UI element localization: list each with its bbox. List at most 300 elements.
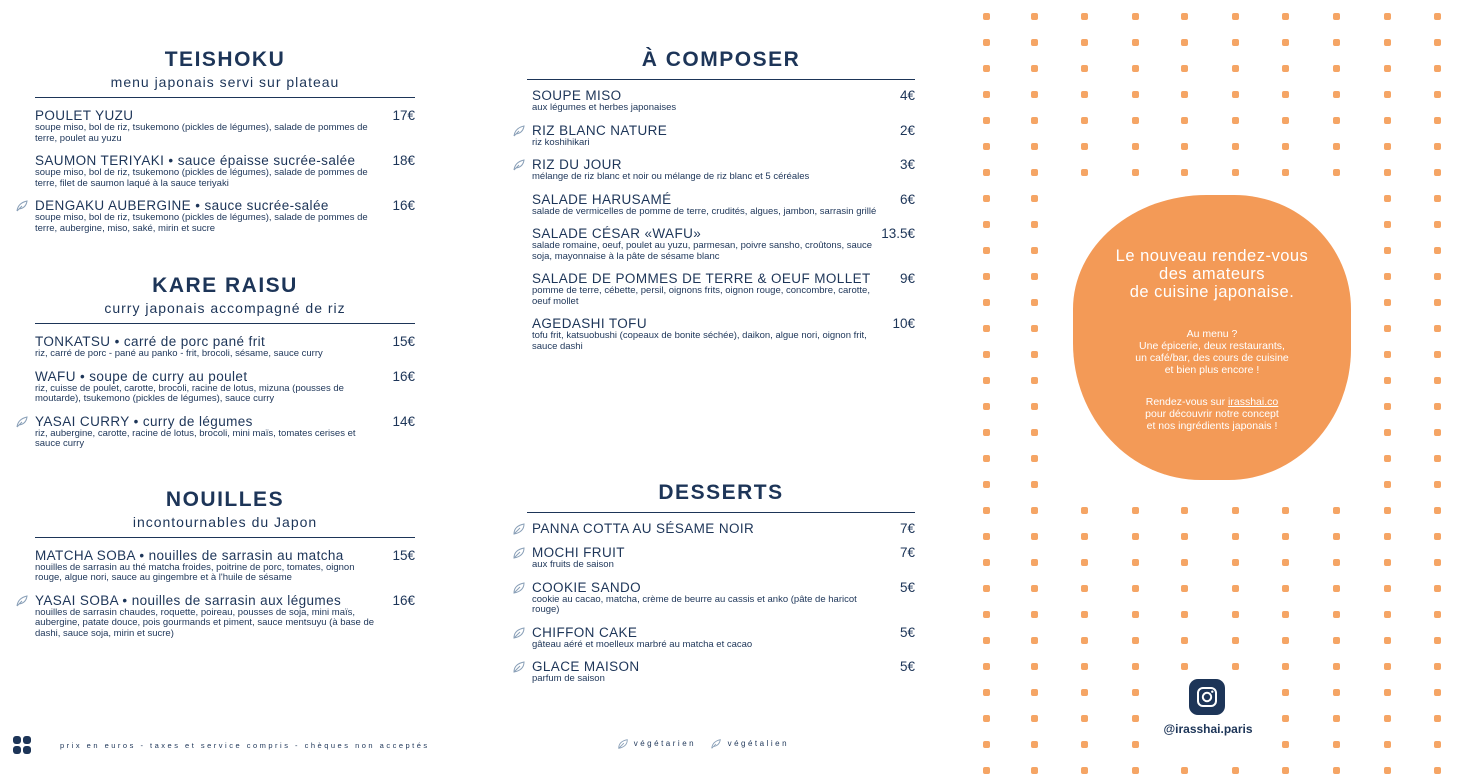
section-title: NOUILLES <box>165 487 285 511</box>
pattern-dot <box>1282 741 1289 748</box>
pattern-dot <box>1031 13 1038 20</box>
price-note: prix en euros - taxes et service compris - chèques non acceptés <box>60 741 430 750</box>
pattern-dot <box>983 715 990 722</box>
pattern-dot <box>1081 585 1088 592</box>
pattern-dot <box>1282 507 1289 514</box>
item-name: RIZ BLANC NATURE <box>532 122 668 138</box>
pattern-dot <box>1384 247 1391 254</box>
headline-line: de cuisine japonaise. <box>1129 283 1295 301</box>
pattern-dot <box>1384 65 1391 72</box>
pattern-dot <box>1232 65 1239 72</box>
pattern-dot <box>1181 13 1188 20</box>
pattern-dot <box>1232 91 1239 98</box>
pattern-dot <box>1434 637 1441 644</box>
item-desc: gâteau aéré et moelleux marbré au matcha et cacao <box>532 638 753 650</box>
pattern-dot <box>1031 533 1038 540</box>
desserts-list <box>527 521 915 685</box>
composer-list <box>527 88 915 352</box>
vegan-leaf-icon <box>512 158 526 172</box>
pattern-dot <box>1132 91 1139 98</box>
pattern-dot <box>1434 429 1441 436</box>
pattern-dot <box>1081 715 1088 722</box>
pattern-dot <box>1132 143 1139 150</box>
pattern-dot <box>1181 507 1188 514</box>
pattern-dot <box>1384 767 1391 774</box>
pattern-dot <box>1181 91 1188 98</box>
pattern-dot <box>1434 195 1441 202</box>
pattern-dot <box>1434 559 1441 566</box>
item-desc: mélange de riz blanc et noir ou mélange de riz blanc et 5 céréales <box>532 171 810 182</box>
pattern-dot <box>1384 611 1391 618</box>
pattern-dot <box>1384 403 1391 410</box>
pattern-dot <box>1232 663 1239 670</box>
menu-item <box>35 593 415 640</box>
pattern-dot <box>1434 715 1441 722</box>
desserts-section <box>527 481 915 694</box>
section-title: TEISHOKU <box>164 48 286 71</box>
pattern-dot <box>1031 91 1038 98</box>
body-line: et bien plus encore ! <box>1164 364 1260 376</box>
pattern-dot <box>1282 13 1289 20</box>
pattern-dot <box>1132 663 1139 670</box>
item-name: SALADE DE POMMES DE TERRE & OEUF MOLLET <box>532 271 871 286</box>
menu-item <box>532 521 915 536</box>
pattern-dot <box>1232 169 1239 176</box>
pattern-dot <box>1031 195 1038 202</box>
pattern-dot <box>1081 767 1088 774</box>
divider <box>527 512 915 513</box>
pattern-dot <box>1333 611 1340 618</box>
pattern-dot <box>1434 13 1441 20</box>
menu-item <box>532 271 915 307</box>
pattern-dot <box>983 507 990 514</box>
item-name: SOUPE MISO <box>532 88 622 103</box>
promo-cta <box>1080 396 1344 432</box>
item-price: 9€ <box>899 271 915 286</box>
item-name: TONKATSU • carré de porc pané frit <box>35 334 266 349</box>
pattern-dot <box>1282 65 1289 72</box>
pattern-dot <box>983 741 990 748</box>
pattern-dot <box>1132 65 1139 72</box>
item-price: 5€ <box>899 579 915 595</box>
pattern-dot <box>1384 663 1391 670</box>
pattern-dot <box>1434 247 1441 254</box>
pattern-dot <box>1333 507 1340 514</box>
item-desc: aux fruits de saison <box>532 559 614 570</box>
pattern-dot <box>1031 351 1038 358</box>
body-line: et nos ingrédients japonais ! <box>1146 420 1278 432</box>
headline-line: des amateurs <box>1159 265 1265 283</box>
item-price: 5€ <box>899 624 915 640</box>
pattern-dot <box>1333 65 1340 72</box>
pattern-dot <box>1434 325 1441 332</box>
pattern-dot <box>1031 455 1038 462</box>
pattern-dot <box>1031 559 1038 566</box>
pattern-dot <box>983 637 990 644</box>
pattern-dot <box>1282 117 1289 124</box>
pattern-dot <box>1081 689 1088 696</box>
pattern-dot <box>1434 455 1441 462</box>
body-line: pour découvrir notre concept <box>1145 408 1279 420</box>
pattern-dot <box>1031 377 1038 384</box>
pattern-dot <box>1434 273 1441 280</box>
pattern-dot <box>1132 507 1139 514</box>
item-desc: nouilles de sarrasin chaudes, roquette, poireau, pousses de soja, mini maïs, aubergine, patate douce, pois gourmands et piment, sauce mentsuyu (à base de dashi, sauce soja, mirin et sucre) <box>35 606 375 639</box>
vegetarian-leaf-icon <box>512 660 526 674</box>
item-name: WAFU • soupe de curry au poulet <box>35 368 248 384</box>
diet-legend <box>617 738 789 750</box>
vegan-label: végétalien <box>727 739 790 749</box>
pattern-dot <box>1434 377 1441 384</box>
pattern-dot <box>1384 585 1391 592</box>
pattern-dot <box>1434 663 1441 670</box>
pattern-dot <box>1434 507 1441 514</box>
pattern-dot <box>983 455 990 462</box>
pattern-dot <box>983 689 990 696</box>
pattern-dot <box>1132 13 1139 20</box>
item-price: 16€ <box>392 368 415 384</box>
pattern-dot <box>1031 325 1038 332</box>
nouilles-section <box>35 488 415 640</box>
item-name: PANNA COTTA AU SÉSAME NOIR <box>532 521 755 536</box>
pattern-dot <box>1181 117 1188 124</box>
pattern-dot <box>1031 481 1038 488</box>
item-name: YASAI CURRY • curry de légumes <box>35 413 253 429</box>
pattern-dot <box>983 39 990 46</box>
item-desc: soupe miso, bol de riz, tsukemono (pickles de légumes), salade de pommes de terre, aubergine, miso, saké, mirin et sucre <box>35 212 368 234</box>
pattern-dot <box>1081 117 1088 124</box>
pattern-dot <box>1333 533 1340 540</box>
menu-item <box>532 123 915 149</box>
pattern-dot <box>1081 39 1088 46</box>
pattern-dot <box>1181 767 1188 774</box>
pattern-dot <box>983 767 990 774</box>
pattern-dot <box>1031 247 1038 254</box>
menu-item <box>532 226 915 262</box>
pattern-dot <box>1282 689 1289 696</box>
item-name: COOKIE SANDO <box>532 579 642 595</box>
pattern-dot <box>1132 767 1139 774</box>
pattern-dot <box>1282 585 1289 592</box>
pattern-dot <box>983 325 990 332</box>
pattern-dot <box>983 273 990 280</box>
pattern-dot <box>983 351 990 358</box>
pattern-dot <box>1333 585 1340 592</box>
pattern-dot <box>1031 169 1038 176</box>
item-name: SALADE CÉSAR «WAFU» <box>532 226 702 241</box>
pattern-dot <box>1031 273 1038 280</box>
item-desc: tofu frit, katsuobushi (copeaux de bonite séchée), daikon, algue nori, oignon frit, sauce dashi <box>532 330 867 352</box>
vegetarian-leaf-icon <box>512 581 526 595</box>
pattern-dot <box>1384 221 1391 228</box>
pattern-dot <box>1181 533 1188 540</box>
pattern-dot <box>1232 611 1239 618</box>
item-name: DENGAKU AUBERGINE • sauce sucrée-salée <box>35 198 329 213</box>
pattern-dot <box>1282 91 1289 98</box>
body-line: un café/bar, des cours de cuisine <box>1135 352 1289 364</box>
body-line: Une épicerie, deux restaurants, <box>1139 340 1285 352</box>
pattern-dot <box>1384 377 1391 384</box>
item-desc: parfum de saison <box>532 673 605 684</box>
instagram-handle[interactable]: @irasshai.paris <box>1163 722 1253 736</box>
pattern-dot <box>1282 143 1289 150</box>
item-desc: riz, cuisse de poulet, carotte, brocoli, racine de lotus, mizuna (pousses de moutarde), tsukemono (pickles de légumes), sauce curry <box>35 382 344 404</box>
pattern-dot <box>1031 429 1038 436</box>
item-desc: riz koshihikari <box>532 136 590 148</box>
pattern-dot <box>983 611 990 618</box>
pattern-dot <box>983 533 990 540</box>
pattern-dot <box>1282 169 1289 176</box>
pattern-dot <box>1384 715 1391 722</box>
pattern-dot <box>1181 611 1188 618</box>
pattern-dot <box>1031 143 1038 150</box>
item-name: YASAI SOBA • nouilles de sarrasin aux légumes <box>35 592 342 608</box>
pattern-dot <box>1282 637 1289 644</box>
pattern-dot <box>1132 39 1139 46</box>
pattern-dot <box>1132 741 1139 748</box>
pattern-dot <box>1232 767 1239 774</box>
item-price: 3€ <box>899 157 915 172</box>
pattern-dot <box>983 481 990 488</box>
pattern-dot <box>1384 689 1391 696</box>
divider <box>35 97 415 98</box>
pattern-dot <box>1081 507 1088 514</box>
pattern-dot <box>1333 767 1340 774</box>
divider <box>527 79 915 80</box>
pattern-dot <box>1333 689 1340 696</box>
vegetarian-label: végétarien <box>633 739 697 749</box>
item-desc: riz, aubergine, carotte, racine de lotus, brocoli, mini maïs, tomates cerises et sauce curry <box>35 427 356 449</box>
pattern-dot <box>1232 585 1239 592</box>
item-desc: soupe miso, bol de riz, tsukemono (pickles de légumes), salade de pommes de terre, poulet au yuzu <box>35 122 368 144</box>
left-column <box>35 0 415 648</box>
pattern-dot <box>1384 39 1391 46</box>
menu-item <box>35 108 415 144</box>
pattern-dot <box>1384 741 1391 748</box>
section-title: À COMPOSER <box>641 48 801 71</box>
body-line <box>1080 396 1344 408</box>
item-name: SALADE HARUSAMÉ <box>532 191 672 207</box>
item-price: 14€ <box>392 413 415 429</box>
menu-item <box>35 334 415 360</box>
section-title: DESSERTS <box>658 481 784 504</box>
pattern-dot <box>1333 117 1340 124</box>
pattern-dot <box>983 585 990 592</box>
pattern-dot <box>983 91 990 98</box>
pattern-dot <box>1181 39 1188 46</box>
pattern-dot <box>1282 611 1289 618</box>
pattern-dot <box>1384 507 1391 514</box>
pattern-dot <box>983 117 990 124</box>
pattern-dot <box>1031 637 1038 644</box>
instagram-glyph-icon <box>1189 679 1225 715</box>
section-subtitle: menu japonais servi sur plateau <box>110 74 340 90</box>
pattern-dot <box>1031 39 1038 46</box>
menu-item <box>35 198 415 234</box>
pattern-dot <box>1081 559 1088 566</box>
pattern-dot <box>1434 767 1441 774</box>
pattern-dot <box>1031 663 1038 670</box>
pattern-dot <box>1132 533 1139 540</box>
item-name: GLACE MAISON <box>532 659 640 674</box>
pattern-dot <box>1384 91 1391 98</box>
pattern-dot <box>1181 143 1188 150</box>
pattern-dot <box>1282 715 1289 722</box>
menu-item <box>532 157 915 183</box>
item-desc: aux légumes et herbes japonaises <box>532 102 677 113</box>
item-name: AGEDASHI TOFU <box>532 316 647 331</box>
item-price: 16€ <box>392 198 415 213</box>
vegan-leaf-icon <box>709 738 723 750</box>
pattern-dot <box>1132 169 1139 176</box>
pattern-dot <box>1232 559 1239 566</box>
pattern-dot <box>1081 13 1088 20</box>
menu-item <box>532 316 915 352</box>
pattern-dot <box>1434 169 1441 176</box>
item-price: 2€ <box>899 122 915 138</box>
pattern-dot <box>1132 611 1139 618</box>
pattern-dot <box>983 143 990 150</box>
pattern-dot <box>1181 585 1188 592</box>
pattern-dot <box>983 169 990 176</box>
pattern-dot <box>1081 611 1088 618</box>
pattern-dot <box>1333 91 1340 98</box>
pattern-dot <box>1384 169 1391 176</box>
pattern-dot <box>1384 637 1391 644</box>
pattern-dot <box>1434 91 1441 98</box>
item-desc: salade de vermicelles de pomme de terre, crudités, algues, jambon, sarrasin grillé <box>532 205 877 217</box>
promo-headline <box>1080 247 1344 301</box>
pattern-dot <box>1434 117 1441 124</box>
pattern-dot <box>1434 585 1441 592</box>
pattern-dot <box>1384 13 1391 20</box>
item-name: RIZ DU JOUR <box>532 157 622 172</box>
middle-column <box>527 0 915 684</box>
pattern-dot <box>1132 585 1139 592</box>
pattern-dot <box>1081 637 1088 644</box>
vegan-leaf-icon <box>15 199 29 213</box>
teishoku-section <box>35 48 415 234</box>
website-link[interactable]: irasshai.co <box>1228 396 1279 408</box>
vegan-leaf-icon <box>15 594 29 608</box>
divider <box>35 323 415 324</box>
instagram-icon[interactable] <box>1189 679 1225 715</box>
item-desc: cookie au cacao, matcha, crème de beurre au cassis et anko (pâte de haricot rouge) <box>532 593 857 615</box>
pattern-dot <box>1333 741 1340 748</box>
menu-item <box>532 625 915 651</box>
vegetarian-leaf-icon <box>512 522 526 536</box>
item-price: 10€ <box>892 316 915 331</box>
kare-section <box>35 274 415 450</box>
pattern-dot <box>1232 507 1239 514</box>
menu-item <box>35 548 415 584</box>
vegetarian-leaf-icon <box>512 546 526 560</box>
pattern-dot <box>1181 637 1188 644</box>
menu-item <box>35 153 415 189</box>
pattern-dot <box>1434 481 1441 488</box>
item-price: 13.5€ <box>881 226 915 241</box>
pattern-dot <box>1232 13 1239 20</box>
pattern-dot <box>1282 663 1289 670</box>
pattern-dot <box>1282 559 1289 566</box>
pattern-dot <box>1434 143 1441 150</box>
item-name: MATCHA SOBA • nouilles de sarrasin au matcha <box>35 547 344 563</box>
pattern-dot <box>1031 221 1038 228</box>
pattern-dot <box>1081 65 1088 72</box>
pattern-dot <box>983 559 990 566</box>
item-price: 18€ <box>392 153 415 168</box>
pattern-dot <box>1434 351 1441 358</box>
menu-item <box>35 369 415 405</box>
menu-item <box>532 580 915 616</box>
pattern-dot <box>1384 481 1391 488</box>
pattern-dot <box>1384 299 1391 306</box>
pattern-dot <box>1333 663 1340 670</box>
menu-item <box>532 192 915 218</box>
divider <box>35 537 415 538</box>
item-price: 16€ <box>392 592 415 608</box>
pattern-dot <box>1081 91 1088 98</box>
pattern-dot <box>1384 429 1391 436</box>
pattern-dot <box>1384 143 1391 150</box>
pattern-dot <box>1031 767 1038 774</box>
section-title: KARE RAISU <box>152 274 298 297</box>
pattern-dot <box>1081 663 1088 670</box>
pattern-dot <box>1232 117 1239 124</box>
item-name: SAUMON TERIYAKI • sauce épaisse sucrée-salée <box>35 153 356 168</box>
item-desc: soupe miso, bol de riz, tsukemono (pickles de légumes), salade de pommes de terre, filet de saumon laqué à la sauce teriyaki <box>35 167 368 189</box>
pattern-dot <box>1031 585 1038 592</box>
item-price: 4€ <box>899 88 915 103</box>
pattern-dot <box>1333 715 1340 722</box>
pattern-dot <box>983 13 990 20</box>
item-price: 6€ <box>899 191 915 207</box>
vegetarian-leaf-icon <box>617 738 629 750</box>
pattern-dot <box>1081 169 1088 176</box>
item-desc: salade romaine, oeuf, poulet au yuzu, parmesan, poivre sansho, croûtons, sauce soja, mayonnaise à la pâte de sésame blanc <box>532 240 873 262</box>
pattern-dot <box>983 429 990 436</box>
body-line: Au menu ? <box>1186 328 1238 340</box>
pattern-dot <box>1384 559 1391 566</box>
pattern-dot <box>1333 637 1340 644</box>
headline-line: Le nouveau rendez-vous <box>1115 247 1309 265</box>
pattern-dot <box>1132 117 1139 124</box>
pattern-dot <box>1434 65 1441 72</box>
pattern-dot <box>1384 533 1391 540</box>
menu-item <box>532 659 915 685</box>
pattern-dot <box>1031 507 1038 514</box>
pattern-dot <box>1333 39 1340 46</box>
composer-section <box>527 48 915 352</box>
pattern-dot <box>1132 637 1139 644</box>
vegan-leaf-icon <box>512 124 526 138</box>
promo-body <box>1080 328 1344 376</box>
section-subtitle: curry japonais accompagné de riz <box>104 300 346 316</box>
pattern-dot <box>1031 715 1038 722</box>
pattern-dot <box>983 65 990 72</box>
pattern-dot <box>1434 741 1441 748</box>
pattern-dot <box>1282 767 1289 774</box>
section-subtitle: incontournables du Japon <box>132 513 318 530</box>
pattern-dot <box>1384 351 1391 358</box>
item-desc: nouilles de sarrasin au thé matcha froides, poitrine de porc, tomates, oignon rouge, algue nori, sauce au gingembre et à l'huile de sésame <box>35 561 355 583</box>
pattern-dot <box>1384 195 1391 202</box>
pattern-dot <box>1081 533 1088 540</box>
pattern-dot <box>1232 533 1239 540</box>
pattern-dot <box>1333 559 1340 566</box>
pattern-dot <box>983 247 990 254</box>
pattern-dot <box>1384 325 1391 332</box>
